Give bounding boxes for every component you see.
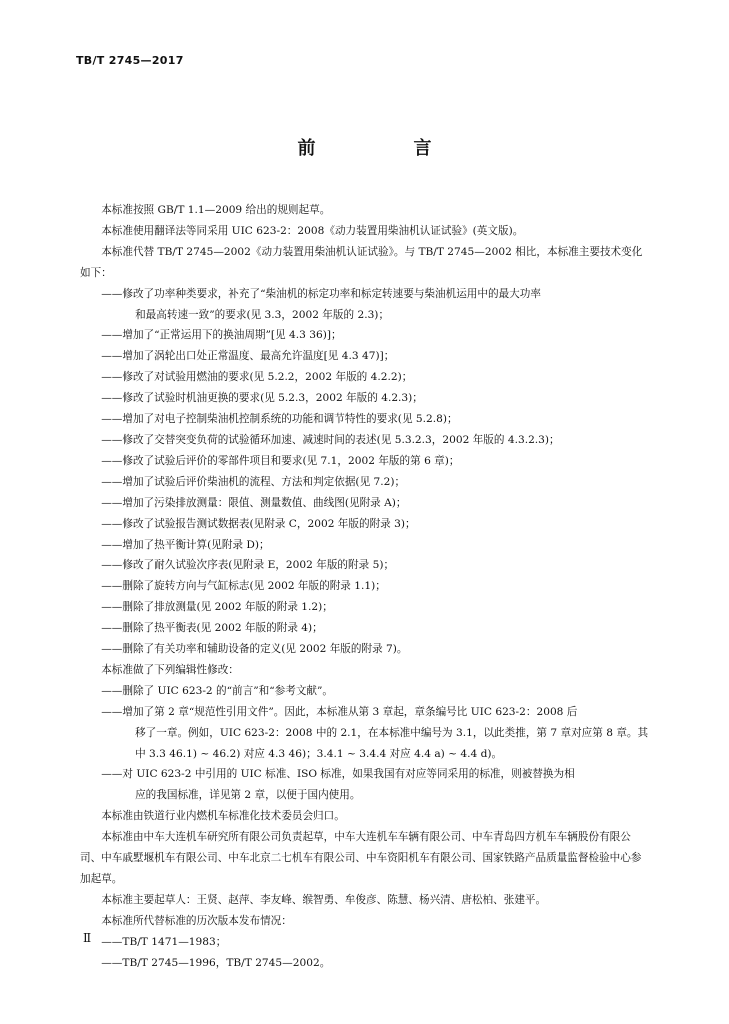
list-item: ——修改了试验报告测试数据表(见附录 C，2002 年版的附录 3)； bbox=[101, 517, 416, 530]
document-code: TB/T 2745—2017 bbox=[76, 54, 184, 67]
list-item: ——TB/T 2745—1996，TB/T 2745—2002。 bbox=[101, 956, 331, 969]
list-item-continuation: 移了一章。例如，UIC 623-2：2008 中的 2.1，在本标准中编号为 3.1，以此类推，第 7 章对应第 8 章。其中 3.3 46.1) ~ 46.2) 对应 4.3 46)；3.4.1 ~ 3.4.4 对应 4.4 a) ~ 4.4 d)。 bbox=[135, 726, 649, 760]
list-item: ——增加了涡轮出口处正常温度、最高允许温度[见 4.3 47)]； bbox=[101, 350, 395, 363]
paragraph: 本标准主要起草人：王贤、赵萍、李友峰、缑智勇、牟俊彦、陈慧、杨兴清、唐松柏、张建平。 bbox=[101, 893, 547, 906]
list-item bbox=[80, 702, 650, 765]
paragraph: 本标准由铁道行业内燃机车标准化技术委员会归口。 bbox=[101, 810, 345, 823]
list-item: ——修改了耐久试验次序表(见附录 E，2002 年版的附录 5)； bbox=[101, 559, 395, 572]
list-item: ——修改了试验后评价的零部件项目和要求(见 7.1，2002 年版的第 6 章)； bbox=[101, 454, 460, 467]
list-item-text: ——修改了功率种类要求，补充了“柴油机的标定功率和标定转速要与柴油机运用中的最大功率 bbox=[101, 287, 541, 300]
list-item: ——增加了“正常运用下的换油周期”[见 4.3 36)]； bbox=[101, 329, 342, 342]
paragraph: 本标准所代替标准的历次版本发布情况： bbox=[101, 914, 292, 927]
paragraph: 本标准做了下列编辑性修改： bbox=[101, 663, 239, 676]
list-item: ——修改了对试验用燃油的要求(见 5.2.2，2002 年版的 4.2.2)； bbox=[101, 371, 413, 384]
list-item: ——删除了有关功率和辅助设备的定义(见 2002 年版的附录 7)。 bbox=[101, 643, 408, 656]
list-item-continuation: 应的我国标准，详见第 2 章，以便于国内使用。 bbox=[135, 789, 361, 802]
paragraph: 本标准代替 TB/T 2745—2002《动力装置用柴油机认证试验》。与 TB/T 2745—2002 相比，本标准主要技术变化如下： bbox=[80, 245, 643, 279]
list-item bbox=[80, 764, 650, 806]
paragraph: 本标准由中车大连机车研究所有限公司负责起草，中车大连机车车辆有限公司、中车青岛四方机车车辆股份有限公司、中车戚墅堰机车有限公司、中车北京二七机车有限公司、中车资阳机车有限公司、国家铁路产品质量监督检验中心参加起草。 bbox=[80, 831, 642, 885]
list-item: ——修改了交替突变负荷的试验循环加速、减速时间的表述(见 5.3.2.3，2002 年版的 4.3.2.3)； bbox=[101, 433, 560, 446]
list-item-continuation: 和最高转速一致”的要求(见 3.3，2002 年版的 2.3)； bbox=[135, 308, 390, 321]
list-item: ——删除了旋转方向与气缸标志(见 2002 年版的附录 1.1)； bbox=[101, 580, 386, 593]
foreword-body bbox=[80, 200, 650, 974]
list-item: ——增加了污染排放测量：限值、测量数值、曲线图(见附录 A)； bbox=[101, 496, 407, 509]
list-item: ——TB/T 1471—1983； bbox=[101, 935, 227, 948]
list-item-text: ——增加了第 2 章“规范性引用文件”。因此，本标准从第 3 章起，章条编号比 UIC 623-2：2008 后 bbox=[101, 705, 578, 718]
list-item-text: ——对 UIC 623-2 中引用的 UIC 标准、ISO 标准，如果我国有对应等同采用的标准，则被替换为相 bbox=[101, 768, 575, 781]
list-item: ——删除了热平衡表(见 2002 年版的附录 4)； bbox=[101, 622, 323, 635]
list-item: ——增加了对电子控制柴油机控制系统的功能和调节特性的要求(见 5.2.8)； bbox=[101, 413, 458, 426]
page-title: 前 言 bbox=[297, 138, 472, 159]
page-number: Ⅱ bbox=[83, 931, 92, 945]
list-item: ——删除了排放测量(见 2002 年版的附录 1.2)； bbox=[101, 601, 333, 614]
list-item bbox=[80, 284, 650, 326]
list-item: ——删除了 UIC 623-2 的“前言”和“参考文献”。 bbox=[101, 684, 334, 697]
list-item: ——修改了试验时机油更换的要求(见 5.2.3，2002 年版的 4.2.3)； bbox=[101, 392, 423, 405]
paragraph: 本标准按照 GB/T 1.1—2009 给出的规则起草。 bbox=[101, 204, 331, 216]
paragraph: 本标准使用翻译法等同采用 UIC 623-2：2008《动力装置用柴油机认证试验》(英文版)。 bbox=[101, 224, 524, 237]
list-item: ——增加了试验后评价柴油机的流程、方法和判定依据(见 7.2)； bbox=[101, 475, 406, 488]
list-item: ——增加了热平衡计算(见附录 D)； bbox=[101, 538, 270, 551]
